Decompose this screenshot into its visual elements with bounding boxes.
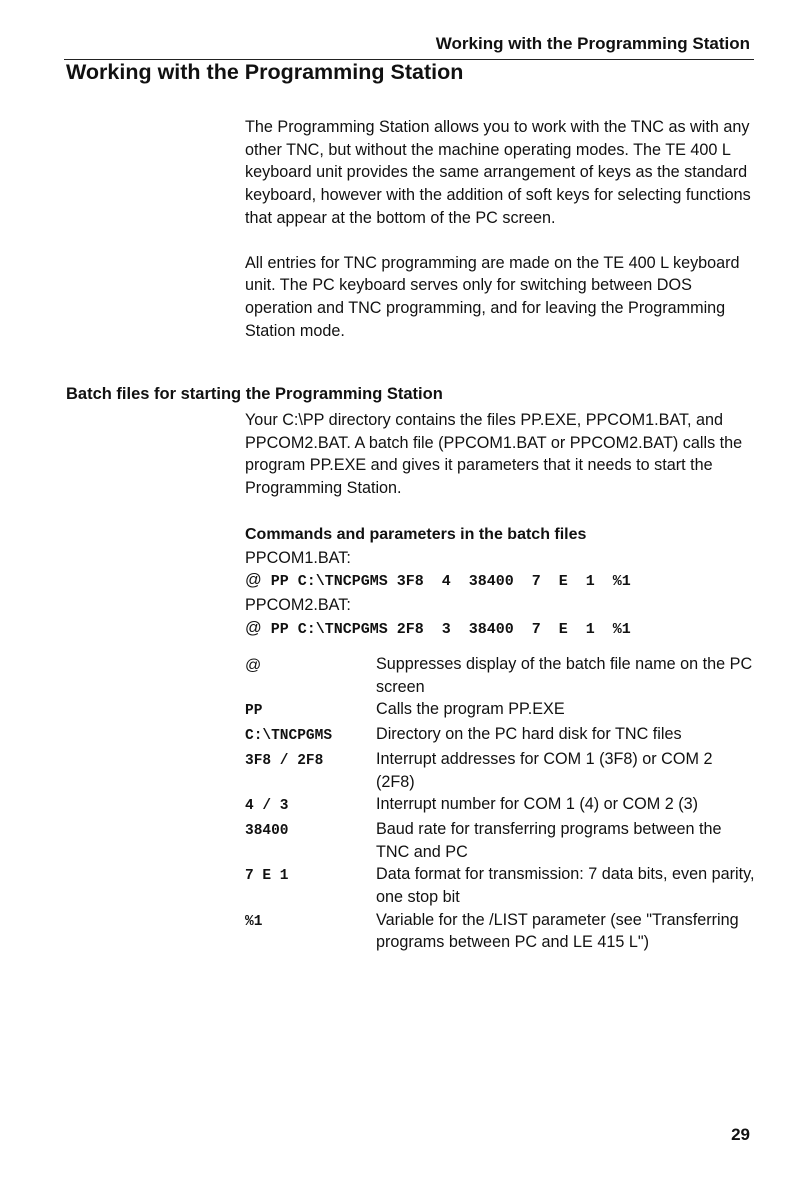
definition-desc: Data format for transmission: 7 data bits, even parity, one stop bit (376, 865, 755, 907)
definition-desc: Variable for the /LIST parameter (see "Transferring programs between PC and LE 415 L") (376, 910, 739, 952)
definition-desc: Directory on the PC hard disk for TNC files (376, 725, 682, 744)
definition-row (245, 818, 755, 863)
definition-term: %1 (245, 913, 263, 930)
definition-row (245, 909, 755, 954)
definition-row (245, 863, 755, 908)
running-header: Working with the Programming Station (435, 34, 750, 53)
intro-paragraph: The Programming Station allows you to work with the TNC as with any other TNC, but without the machine operating modes. The TE 400 L keyboard unit provides the same arrangement of keys as the standard keyboard, however with the addition of soft keys for selecting functions that appear at the bottom of the PC screen. (245, 118, 751, 227)
file1-label: PPCOM1.BAT: (245, 548, 351, 567)
intro-paragraph-2: All entries for TNC programming are made on the TE 400 L keyboard unit. The PC keyboard serves only for switching between DOS operation and TNC programming, and for leaving the Programming Station mode. (245, 253, 740, 340)
intro-block (245, 116, 755, 342)
chapter-title: Working with the Programming Station (66, 60, 464, 84)
file1-command (245, 569, 755, 594)
definition-desc: Interrupt addresses for COM 1 (3F8) or COM 2 (2F8) (376, 749, 713, 791)
definition-list (245, 653, 755, 954)
definition-term: @ (245, 657, 262, 674)
definition-row (245, 748, 755, 793)
definition-row (245, 698, 755, 723)
definition-row (245, 793, 755, 818)
command-text: PP C:\TNCPGMS 3F8 4 38400 7 E 1 %1 (261, 573, 631, 591)
definition-row (245, 723, 755, 748)
command-text: PP C:\TNCPGMS 2F8 3 38400 7 E 1 %1 (261, 620, 631, 638)
batch-paragraph: Your C:\PP directory contains the files PP.EXE, PPCOM1.BAT, and PPCOM2.BAT. A batch file (PPCOM1.BAT or PPCOM2.BAT) calls the program PP.EXE and gives it parameters that it needs to start the Programming Station. (245, 411, 743, 498)
at-symbol: @ (245, 618, 262, 637)
file2-label: PPCOM2.BAT: (245, 595, 351, 614)
definition-term: 4 / 3 (245, 798, 289, 815)
file2-command (245, 617, 755, 642)
definition-desc: Interrupt number for COM 1 (4) or COM 2 (3) (376, 795, 699, 814)
definition-desc: Baud rate for transferring programs between the TNC and PC (376, 819, 722, 861)
definition-desc: Calls the program PP.EXE (376, 700, 565, 719)
definition-term: 3F8 / 2F8 (245, 752, 324, 769)
commands-subheading: Commands and parameters in the batch files (245, 525, 587, 543)
at-symbol: @ (245, 571, 262, 590)
definition-term: 38400 (245, 822, 289, 839)
definition-term: C:\TNCPGMS (245, 728, 333, 745)
batch-block (245, 409, 755, 641)
section-heading: Batch files for starting the Programming Station (66, 385, 443, 403)
definition-term: PP (245, 703, 263, 720)
page-number: 29 (731, 1125, 750, 1144)
definition-term: 7 E 1 (245, 868, 289, 885)
definition-row (245, 653, 755, 698)
definition-desc: Suppresses display of the batch file name on the PC screen (376, 655, 753, 696)
